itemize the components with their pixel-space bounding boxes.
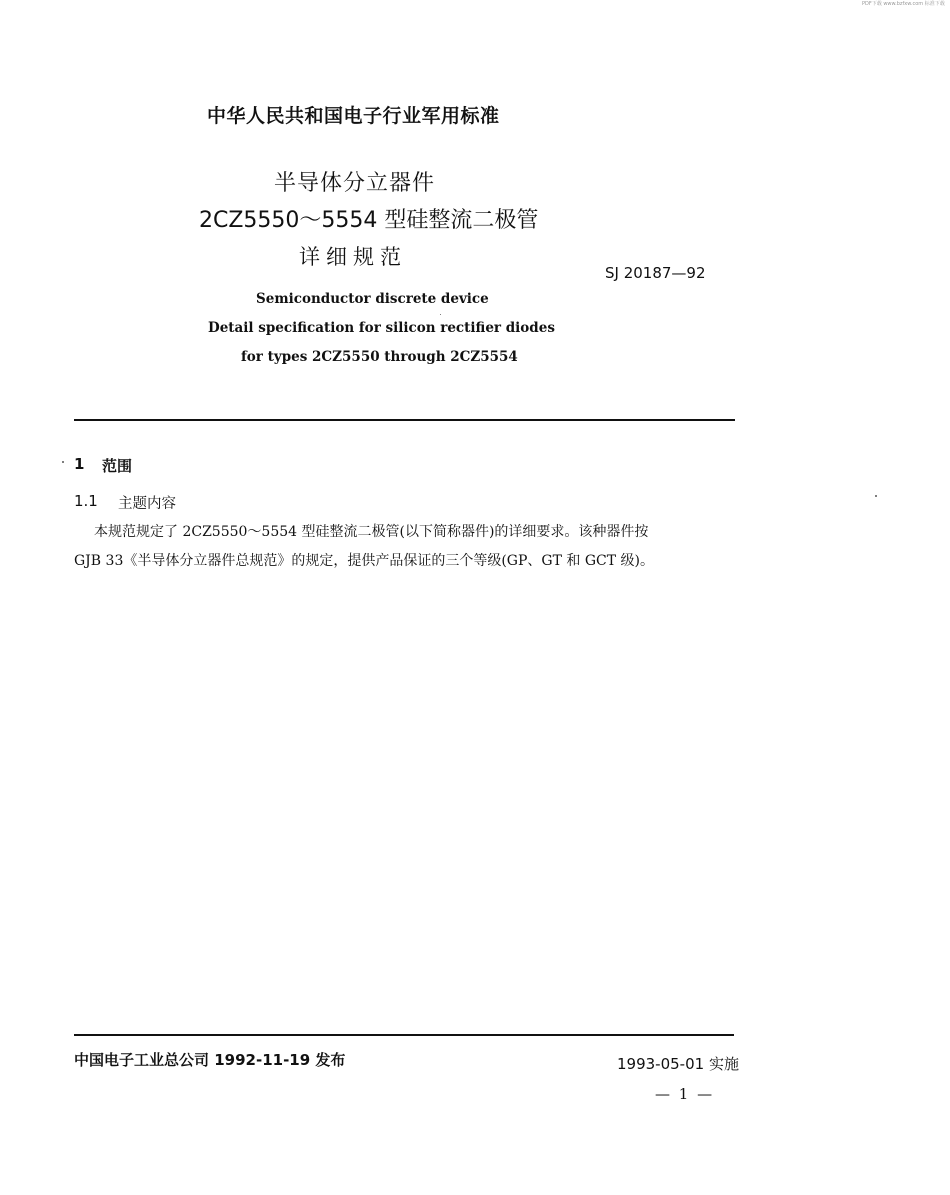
- standard-number: SJ 20187—92: [605, 264, 706, 282]
- title-line-1: 半导体分立器件: [274, 171, 436, 196]
- english-title-line-1: Semiconductor discrete device: [256, 291, 489, 307]
- english-title-line-2: Detail specification for silicon rectifier diodes: [208, 320, 555, 336]
- paragraph-line-1: 本规范规定了 2CZ5550～5554 型硅整流二极管(以下简称器件)的详细要求。该种器件按: [94, 524, 649, 540]
- publisher-date: 中国电子工业总公司 1992-11-19 发布: [74, 1051, 346, 1069]
- title-line-3: 详细规范: [299, 245, 407, 269]
- scan-speck: [62, 461, 64, 463]
- section-1-number: 1: [74, 455, 85, 473]
- corner-watermark: PDF下载 www.bzfxw.com 标准下载: [862, 1, 945, 7]
- implementation-date: 1993-05-01 实施: [617, 1055, 739, 1073]
- standard-category: 中华人民共和国电子行业军用标准: [207, 105, 500, 127]
- section-1-1-number: 1.1: [74, 492, 98, 510]
- section-1-1-title: 主题内容: [118, 496, 176, 512]
- english-title-line-3: for types 2CZ5550 through 2CZ5554: [241, 349, 518, 365]
- header-divider: [74, 419, 735, 421]
- scan-speck: [440, 314, 441, 315]
- title-line-2: 2CZ5550～5554 型硅整流二极管: [199, 208, 539, 233]
- footer-divider: [74, 1034, 734, 1036]
- page-number: — 1 —: [655, 1085, 715, 1103]
- paragraph-line-2: GJB 33《半导体分立器件总规范》的规定，提供产品保证的三个等级(GP、GT 和 GCT 级)。: [74, 553, 654, 569]
- section-1-title: 范围: [102, 457, 133, 475]
- scan-speck: [875, 495, 877, 497]
